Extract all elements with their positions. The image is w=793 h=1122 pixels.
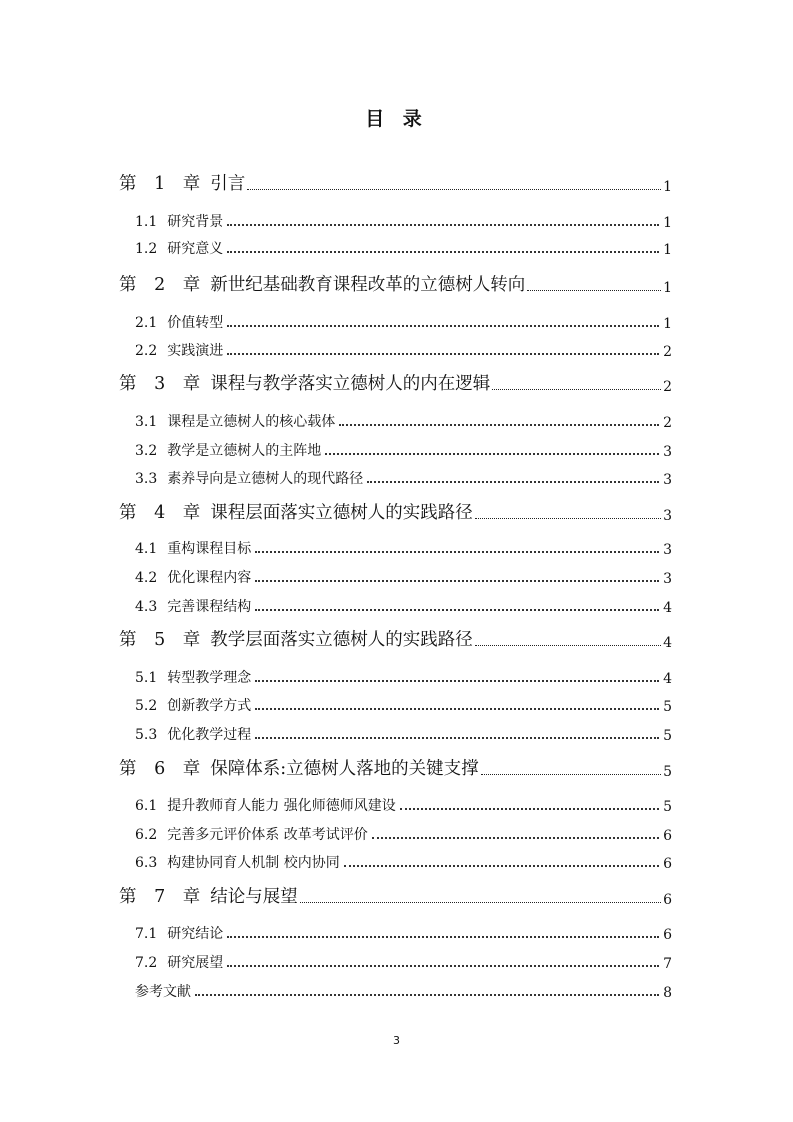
entry-page: 1 (663, 316, 672, 332)
toc-entry-5-3[interactable] (119, 724, 672, 744)
entry-page: 4 (663, 600, 672, 616)
dot-leader (475, 645, 661, 646)
toc-entry-chapter-5[interactable] (119, 627, 672, 651)
dot-leader (400, 808, 659, 810)
toc-entry-chapter-6[interactable] (119, 756, 672, 780)
toc-entry-6-2[interactable] (119, 824, 672, 844)
dot-leader (372, 837, 659, 839)
dot-leader (247, 189, 661, 190)
entry-title: 课程层面落实立德树人的实践路径 (210, 503, 473, 523)
entry-title: 实践演进 (167, 343, 224, 359)
toc-entry-7-2[interactable] (119, 952, 672, 972)
dot-leader (227, 325, 659, 327)
toc-entry-3-1[interactable] (119, 411, 672, 431)
dot-leader (492, 389, 661, 390)
toc-entry-chapter-3[interactable] (119, 371, 672, 395)
entry-number: 1.1 (135, 214, 158, 230)
entry-title: 构建协同育人机制 校内协同 (167, 855, 340, 871)
toc-entry-4-1[interactable] (119, 538, 672, 558)
dot-leader (227, 251, 659, 253)
page-number: 3 (393, 1034, 400, 1047)
entry-title: 引言 (210, 174, 246, 194)
entry-title: 课程与教学落实立德树人的内在逻辑 (210, 374, 491, 394)
entry-page: 5 (663, 728, 672, 744)
entry-title: 教学层面落实立德树人的实践路径 (210, 630, 473, 650)
entry-title: 研究展望 (167, 955, 224, 971)
entry-number: 6.1 (135, 798, 158, 814)
entry-page: 4 (663, 671, 672, 687)
entry-number: 2.1 (135, 315, 158, 331)
toc-entry-4-2[interactable] (119, 567, 672, 587)
dot-leader (255, 708, 659, 710)
dot-leader (255, 580, 659, 582)
entry-title: 保障体系:立德树人落地的关键支撑 (210, 759, 479, 779)
entry-page: 3 (663, 571, 672, 587)
entry-number: 第 7 章 (119, 887, 207, 907)
dot-leader (344, 865, 659, 867)
dot-leader (339, 424, 659, 426)
dot-leader (255, 680, 659, 682)
entry-number: 7.2 (135, 955, 158, 971)
entry-number: 4.3 (135, 599, 158, 615)
entry-page: 4 (663, 635, 672, 651)
entry-title: 完善课程结构 (167, 599, 252, 615)
toc-entry-6-3[interactable] (119, 852, 672, 872)
toc-entry-2-1[interactable] (119, 312, 672, 332)
toc-entry-3-3[interactable] (119, 468, 672, 488)
entry-page: 5 (663, 699, 672, 715)
entry-title: 研究结论 (167, 926, 224, 942)
entry-page: 6 (663, 892, 672, 908)
entry-title: 转型教学理念 (167, 670, 252, 686)
entry-page: 1 (663, 179, 672, 195)
dot-leader (481, 774, 661, 775)
entry-page: 5 (663, 799, 672, 815)
entry-number: 第 2 章 (119, 275, 207, 295)
entry-page: 1 (663, 242, 672, 258)
entry-title: 价值转型 (167, 315, 224, 331)
entry-title: 完善多元评价体系 改革考试评价 (167, 827, 368, 843)
entry-title: 创新教学方式 (167, 698, 252, 714)
toc-entry-2-2[interactable] (119, 340, 672, 360)
entry-page: 3 (663, 508, 672, 524)
dot-leader (367, 481, 659, 483)
entry-page: 3 (663, 472, 672, 488)
entry-title: 重构课程目标 (167, 541, 252, 557)
entry-title: 结论与展望 (210, 887, 298, 907)
toc-entry-chapter-1[interactable] (119, 171, 672, 195)
toc-entry-6-1[interactable] (119, 795, 672, 815)
entry-title: 研究背景 (167, 214, 224, 230)
entry-number: 5.2 (135, 698, 158, 714)
dot-leader (227, 965, 659, 967)
toc-entry-chapter-7[interactable] (119, 884, 672, 908)
toc-entry-7-1[interactable] (119, 923, 672, 943)
toc-entry-1-1[interactable] (119, 211, 672, 231)
toc-entry-4-3[interactable] (119, 596, 672, 616)
dot-leader (227, 224, 659, 226)
dot-leader (255, 609, 659, 611)
entry-title: 素养导向是立德树人的现代路径 (167, 471, 364, 487)
toc-title: 目 录 (365, 108, 428, 130)
entry-title: 参考文献 (135, 984, 191, 1000)
entry-number: 2.2 (135, 343, 158, 359)
entry-page: 1 (663, 280, 672, 296)
entry-page: 5 (663, 764, 672, 780)
dot-leader (227, 353, 659, 355)
toc-entry-chapter-4[interactable] (119, 500, 672, 524)
entry-number: 6.2 (135, 827, 158, 843)
entry-number: 7.1 (135, 926, 158, 942)
entry-page: 8 (663, 985, 672, 1001)
entry-number: 第 3 章 (119, 374, 207, 394)
dot-leader (300, 902, 661, 903)
entry-page: 1 (663, 215, 672, 231)
entry-page: 6 (663, 927, 672, 943)
entry-title: 优化教学过程 (167, 727, 252, 743)
entry-page: 2 (663, 379, 672, 395)
dot-leader (255, 551, 659, 553)
entry-title: 优化课程内容 (167, 570, 252, 586)
dot-leader (255, 737, 659, 739)
entry-number: 6.3 (135, 855, 158, 871)
toc-entry-chapter-2[interactable] (119, 272, 672, 296)
entry-number: 第 4 章 (119, 503, 207, 523)
dot-leader (195, 994, 659, 996)
toc-entry-5-1[interactable] (119, 667, 672, 687)
entry-number: 第 1 章 (119, 174, 207, 194)
entry-page: 6 (663, 856, 672, 872)
entry-title: 课程是立德树人的核心载体 (167, 414, 336, 430)
entry-page: 2 (663, 344, 672, 360)
entry-title: 提升教师育人能力 强化师德师风建设 (167, 798, 396, 814)
entry-page: 3 (663, 444, 672, 460)
entry-number: 5.1 (135, 670, 158, 686)
dot-leader (227, 936, 659, 938)
dot-leader (475, 518, 661, 519)
entry-number: 1.2 (135, 241, 158, 257)
entry-number: 第 5 章 (119, 630, 207, 650)
entry-number: 第 6 章 (119, 759, 207, 779)
entry-title: 新世纪基础教育课程改革的立德树人转向 (210, 275, 526, 295)
entry-page: 2 (663, 415, 672, 431)
toc-entry-5-2[interactable] (119, 695, 672, 715)
entry-page: 3 (663, 542, 672, 558)
entry-number: 4.2 (135, 570, 158, 586)
dot-leader (325, 453, 659, 455)
entry-title: 教学是立德树人的主阵地 (167, 443, 322, 459)
dot-leader (527, 290, 661, 291)
toc-entry-1-2[interactable] (119, 238, 672, 258)
entry-number: 4.1 (135, 541, 158, 557)
entry-title: 研究意义 (167, 241, 224, 257)
entry-number: 3.1 (135, 414, 158, 430)
entry-number: 3.3 (135, 471, 158, 487)
entry-number: 5.3 (135, 727, 158, 743)
entry-page: 7 (663, 956, 672, 972)
entry-page: 6 (663, 828, 672, 844)
entry-number: 3.2 (135, 443, 158, 459)
toc-entry-3-2[interactable] (119, 440, 672, 460)
toc-entry-references[interactable] (119, 981, 672, 1001)
